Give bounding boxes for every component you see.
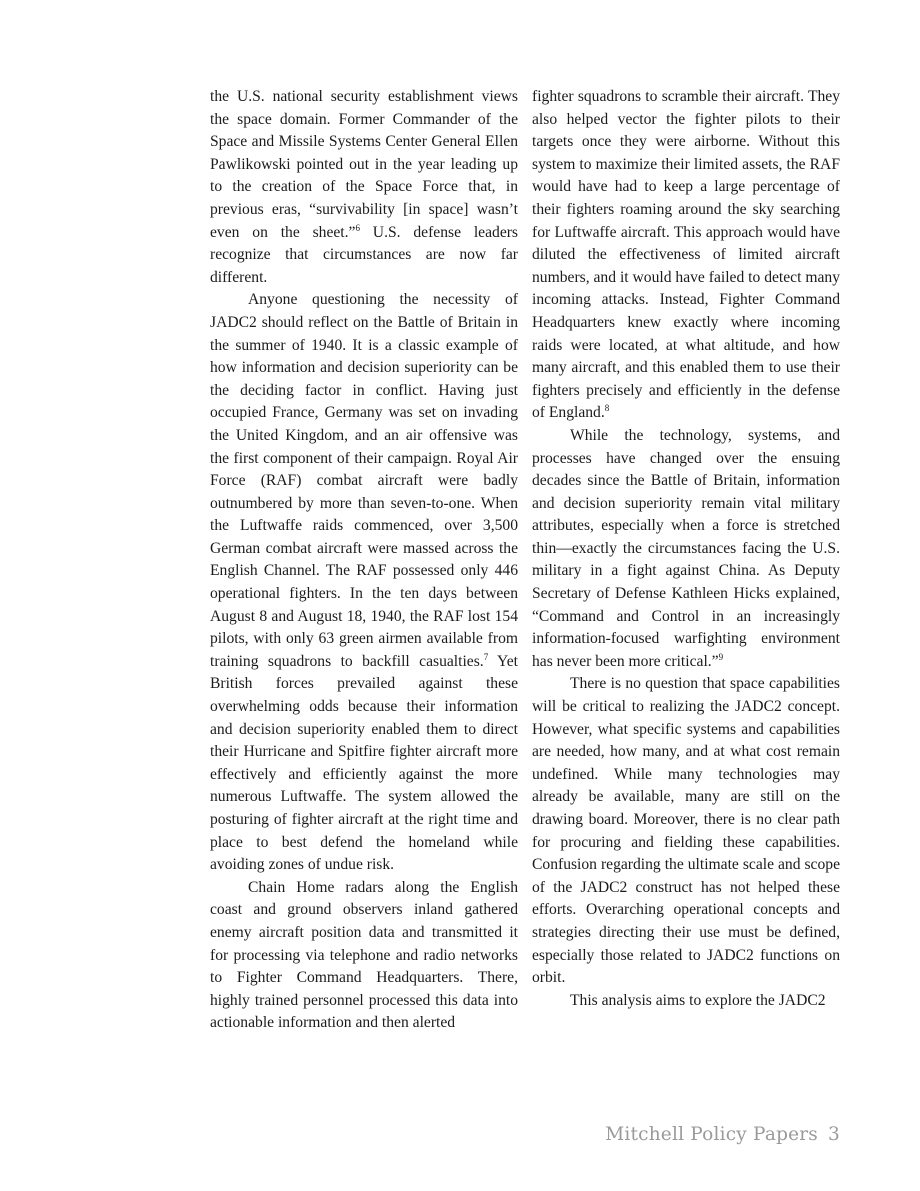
- paragraph: [210, 877, 518, 1035]
- paragraph-text: This analysis aims to explore the JADC2: [570, 991, 826, 1009]
- paragraph-text: Anyone questioning the necessity of JADC2 should reflect on the Battle of Britain in the summer of 1940. It is a classic example of how information and decision superiority can be the deciding factor in conflict. Having just occupied France, Germany was set on invading the United Kingdom, and an air offensive was the first component of their campaign. Royal Air Force (RAF) combat aircraft were badly outnumbered by more than seven-to-one. When the Luftwaffe raids commenced, over 3,500 German combat aircraft were massed across the English Channel. The RAF possessed only 446 operational fighters. In the ten days between August 8 and August 18, 1940, the RAF lost 154 pilots, with only 63 green airmen available from training squadrons to backfill casualties.: [210, 291, 518, 670]
- paragraph: [532, 990, 840, 1013]
- paragraph: [532, 425, 840, 674]
- left-column: [210, 86, 518, 1035]
- paragraph-text: fighter squadrons to scramble their aircraft. They also helped vector the fighter pilots to their targets once they were airborne. Without this system to maximize their limited assets, the RAF would have had to keep a large percentage of their fighters roaming around the sky searching for Luftwaffe aircraft. This approach would have diluted the effectiveness of limited aircraft numbers, and it would have failed to detect many incoming attacks. Instead, Fighter Command Headquarters knew exactly where incoming raids were located, at what altitude, and how many aircraft, and this enabled them to use their fighters precisely and efficiently in the defense of England.: [532, 88, 840, 422]
- footnote-ref[interactable]: 9: [718, 651, 724, 662]
- footnote-ref[interactable]: 7: [483, 651, 489, 662]
- page-number: 3: [828, 1124, 840, 1145]
- right-column: [532, 86, 840, 1012]
- paragraph-text: There is no question that space capabilities will be critical to realizing the JADC2 concept. However, what specific systems and capabilities are needed, how many, and at what cost remain undefined. While many technologies may already be available, many are still on the drawing board. Moreover, there is no clear path for procuring and fielding these capabilities. Confusion regarding the ultimate scale and scope of the JADC2 construct has not helped these efforts. Overarching operational concepts and strategies directing their use must be defined, especially those related to JADC2 functions on orbit.: [532, 675, 840, 987]
- paragraph-text: Yet British forces prevailed against these overwhelming odds because their information and decision superiority enabled them to direct their Hurricane and Spitfire fighter aircraft more effectively and efficiently against the more numerous Luftwaffe. The system allowed the posturing of fighter aircraft at the right time and place to best defend the homeland while avoiding zones of undue risk.: [210, 652, 518, 874]
- paragraph-text: While the technology, systems, and processes have changed over the ensuing decades since the Battle of Britain, information and decision superiority remain vital military attributes, especially when a force is stretched thin—exactly the circumstances facing the U.S. military in a fight against China. As Deputy Secretary of Defense Kathleen Hicks explained, “Command and Control in an increasingly information-focused warfighting environment has never been more critical.”: [532, 426, 840, 670]
- paragraph-text: U.S. defense leaders recognize that circumstances are now far different.: [210, 223, 518, 286]
- paragraph: [210, 289, 518, 876]
- paragraph: [532, 86, 840, 425]
- paragraph-text: the U.S. national security establishment views the space domain. Former Commander of the Space and Missile Systems Center General Ellen Pawlikowski pointed out in the year leading up to the creation of the Space Force that, in previous eras, “survivability [in space] wasn’t even on the sheet.”: [210, 88, 518, 241]
- paragraph: [210, 86, 518, 289]
- footnote-ref[interactable]: 8: [604, 403, 610, 414]
- footnote-ref[interactable]: 6: [355, 222, 360, 233]
- paragraph: [532, 673, 840, 989]
- publication-title: Mitchell Policy Papers: [605, 1124, 819, 1145]
- page-footer: [605, 1124, 840, 1145]
- paragraph-text: Chain Home radars along the English coast and ground observers inland gathered enemy aircraft position data and transmitted it for processing via telephone and radio networks to Fighter Command Headquarters. There, highly trained personnel processed this data into actionable information and then alerted: [210, 878, 518, 1032]
